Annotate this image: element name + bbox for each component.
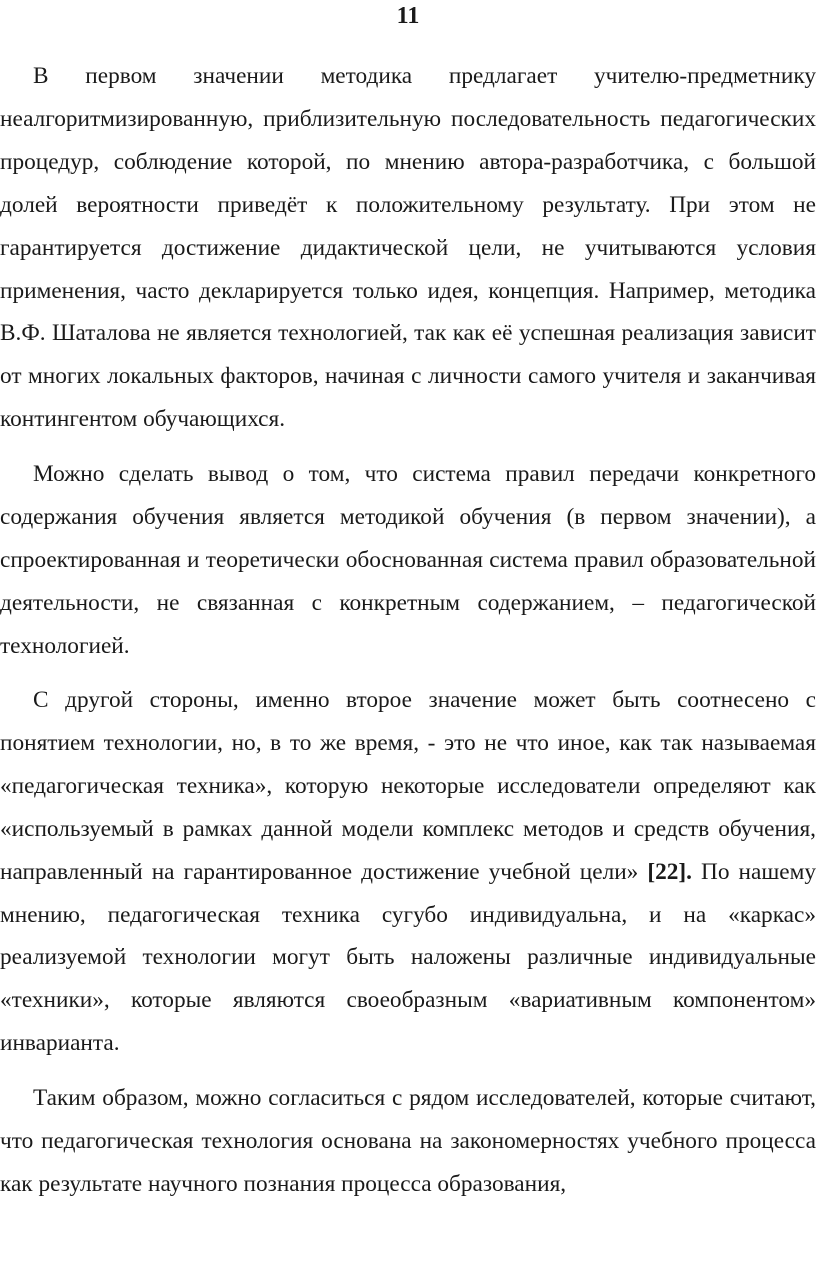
page-number: 11 <box>396 3 420 29</box>
paragraph-conclusion: Можно сделать вывод о том, что система правил передачи конкретного содержания обучения является методикой обучения (в первом значении), а спроектированная и теоретически обоснованная система правил образовательной деятельности, не связанная с конкретным содержанием, – педагогической технологией. <box>0 461 816 659</box>
paragraph-methodology-first-meaning: В первом значении методика предлагает учителю-предметнику неалгоритмизированную, приблизительную последовательность педагогических процедур, соблюдение которой, по мнению автора-разработчика, с большой долей вероятности приведёт к положительному результату. При этом не гарантируется достижение дидактической цели, не учитываются условия применения, часто декларируется только идея, концепция. Например, методика В.Ф. Шаталова не является технологией, так как её успешная реализация зависит от многих локальных факторов, начиная с личности самого учителя и заканчивая контингентом обучающихся. <box>0 63 816 433</box>
citation-reference: [22]. <box>647 858 692 885</box>
paragraph-summary: Таким образом, можно согласиться с рядом исследователей, которые считают, что педагогическая технология основана на закономерностях учебного процесса как результате научного познания процесса образования, <box>0 1085 816 1197</box>
paragraph-pedagogical-technique <box>0 679 816 1065</box>
paragraph-text-before-citation: С другой стороны, именно второе значение может быть соотнесено с понятием технологии, но, в то же время, - это не что иное, как так называемая «педагогическая техника», которую некоторые исследователи определяют как «используемый в рамках данной модели комплекс методов и средств обучения, направленный на гарантированное достижение учебной цели» <box>0 687 816 885</box>
paragraph-text-after-citation: По нашему мнению, педагогическая техника сугубо индивидуальна, и на «каркас» реализуемой технологии могут быть наложены различные индивидуальные «техники», которые являются своеобразным «вариативным компонентом» инварианта. <box>0 858 816 1057</box>
